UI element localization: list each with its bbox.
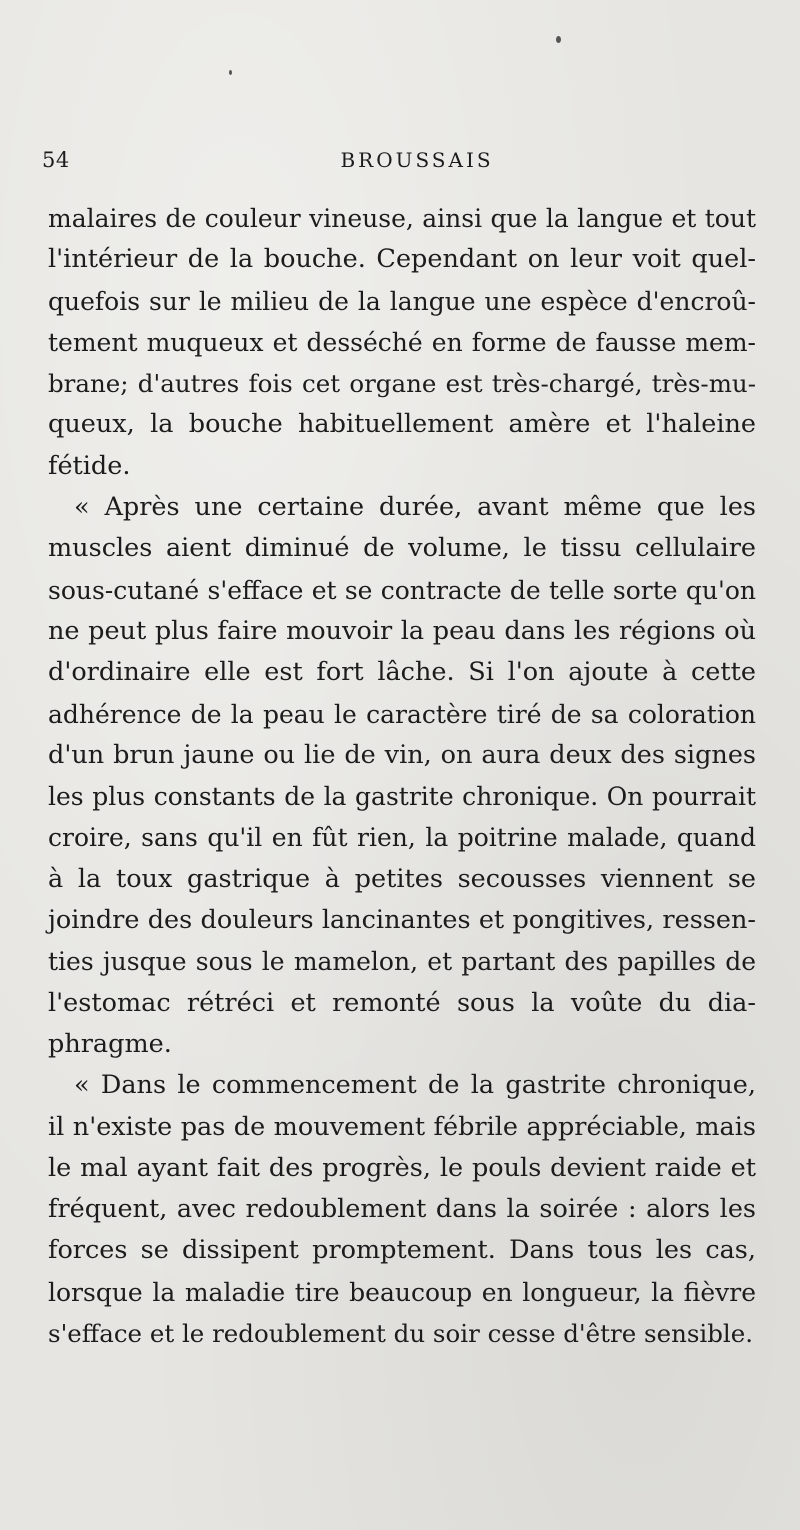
text-line: l'intérieur de la bouche. Cependant on leur voit quel-: [48, 244, 756, 275]
page-header: [42, 148, 752, 178]
text-line: l'estomac rétréci et remonté sous la voûte du dia-: [48, 987, 756, 1018]
text-line: muscles aient diminué de volume, le tissu cellulaire: [48, 533, 756, 564]
text-line: joindre des douleurs lancinantes et pongitives, ressen-: [48, 905, 756, 936]
ink-speck: [556, 36, 561, 43]
text-line: le mal ayant fait des progrès, le pouls devient raide et: [48, 1152, 756, 1183]
text-line: ne peut plus faire mouvoir la peau dans les régions où: [48, 615, 756, 646]
text-line: phragme.: [48, 1028, 172, 1059]
text-line: queux, la bouche habituellement amère et l'haleine: [48, 409, 756, 440]
paragraph-3: [48, 1065, 756, 1354]
text-line: ties jusque sous le mamelon, et partant des papilles de: [48, 947, 756, 977]
text-line: les plus constants de la gastrite chronique. On pourrait: [48, 782, 756, 812]
page-number: 54: [42, 148, 70, 172]
text-line: sous-cutané s'efface et se contracte de telle sorte qu'on: [48, 575, 756, 605]
running-head: BROUSSAIS: [340, 148, 494, 172]
paragraph-1: [48, 198, 756, 487]
paragraph-2: [48, 487, 756, 1065]
text-line: d'ordinaire elle est fort lâche. Si l'on ajoute à cette: [48, 657, 756, 688]
text-line: lorsque la maladie tire beaucoup en longueur, la fièvre: [48, 1277, 756, 1307]
text-line: « Dans le commencement de la gastrite chronique,: [74, 1070, 756, 1101]
text-line: brane; d'autres fois cet organe est très-chargé, très-mu-: [48, 369, 756, 399]
text-line: croire, sans qu'il en fût rien, la poitrine malade, quand: [48, 823, 756, 853]
text-line: forces se dissipent promptement. Dans tous les cas,: [48, 1235, 756, 1266]
text-line: quefois sur le milieu de la langue une espèce d'encroû-: [48, 286, 756, 316]
text-line: s'efface et le redoublement du soir cesse d'être sensible.: [48, 1319, 754, 1349]
text-line: adhérence de la peau le caractère tiré de sa coloration: [48, 699, 756, 729]
text-line: malaires de couleur vineuse, ainsi que la langue et tout: [48, 204, 756, 233]
text-line: fétide.: [48, 450, 131, 481]
text-line: d'un brun jaune ou lie de vin, on aura deux des signes: [48, 739, 756, 770]
body-text: [48, 198, 756, 1354]
ink-speck: [229, 70, 232, 75]
text-line: « Après une certaine durée, avant même que les: [74, 492, 756, 523]
text-line: fréquent, avec redoublement dans la soirée : alors les: [48, 1194, 756, 1225]
text-line: à la toux gastrique à petites secousses viennent se: [48, 863, 756, 894]
text-line: il n'existe pas de mouvement fébrile appréciable, mais: [48, 1111, 756, 1142]
text-line: tement muqueux et desséché en forme de fausse mem-: [48, 327, 756, 357]
